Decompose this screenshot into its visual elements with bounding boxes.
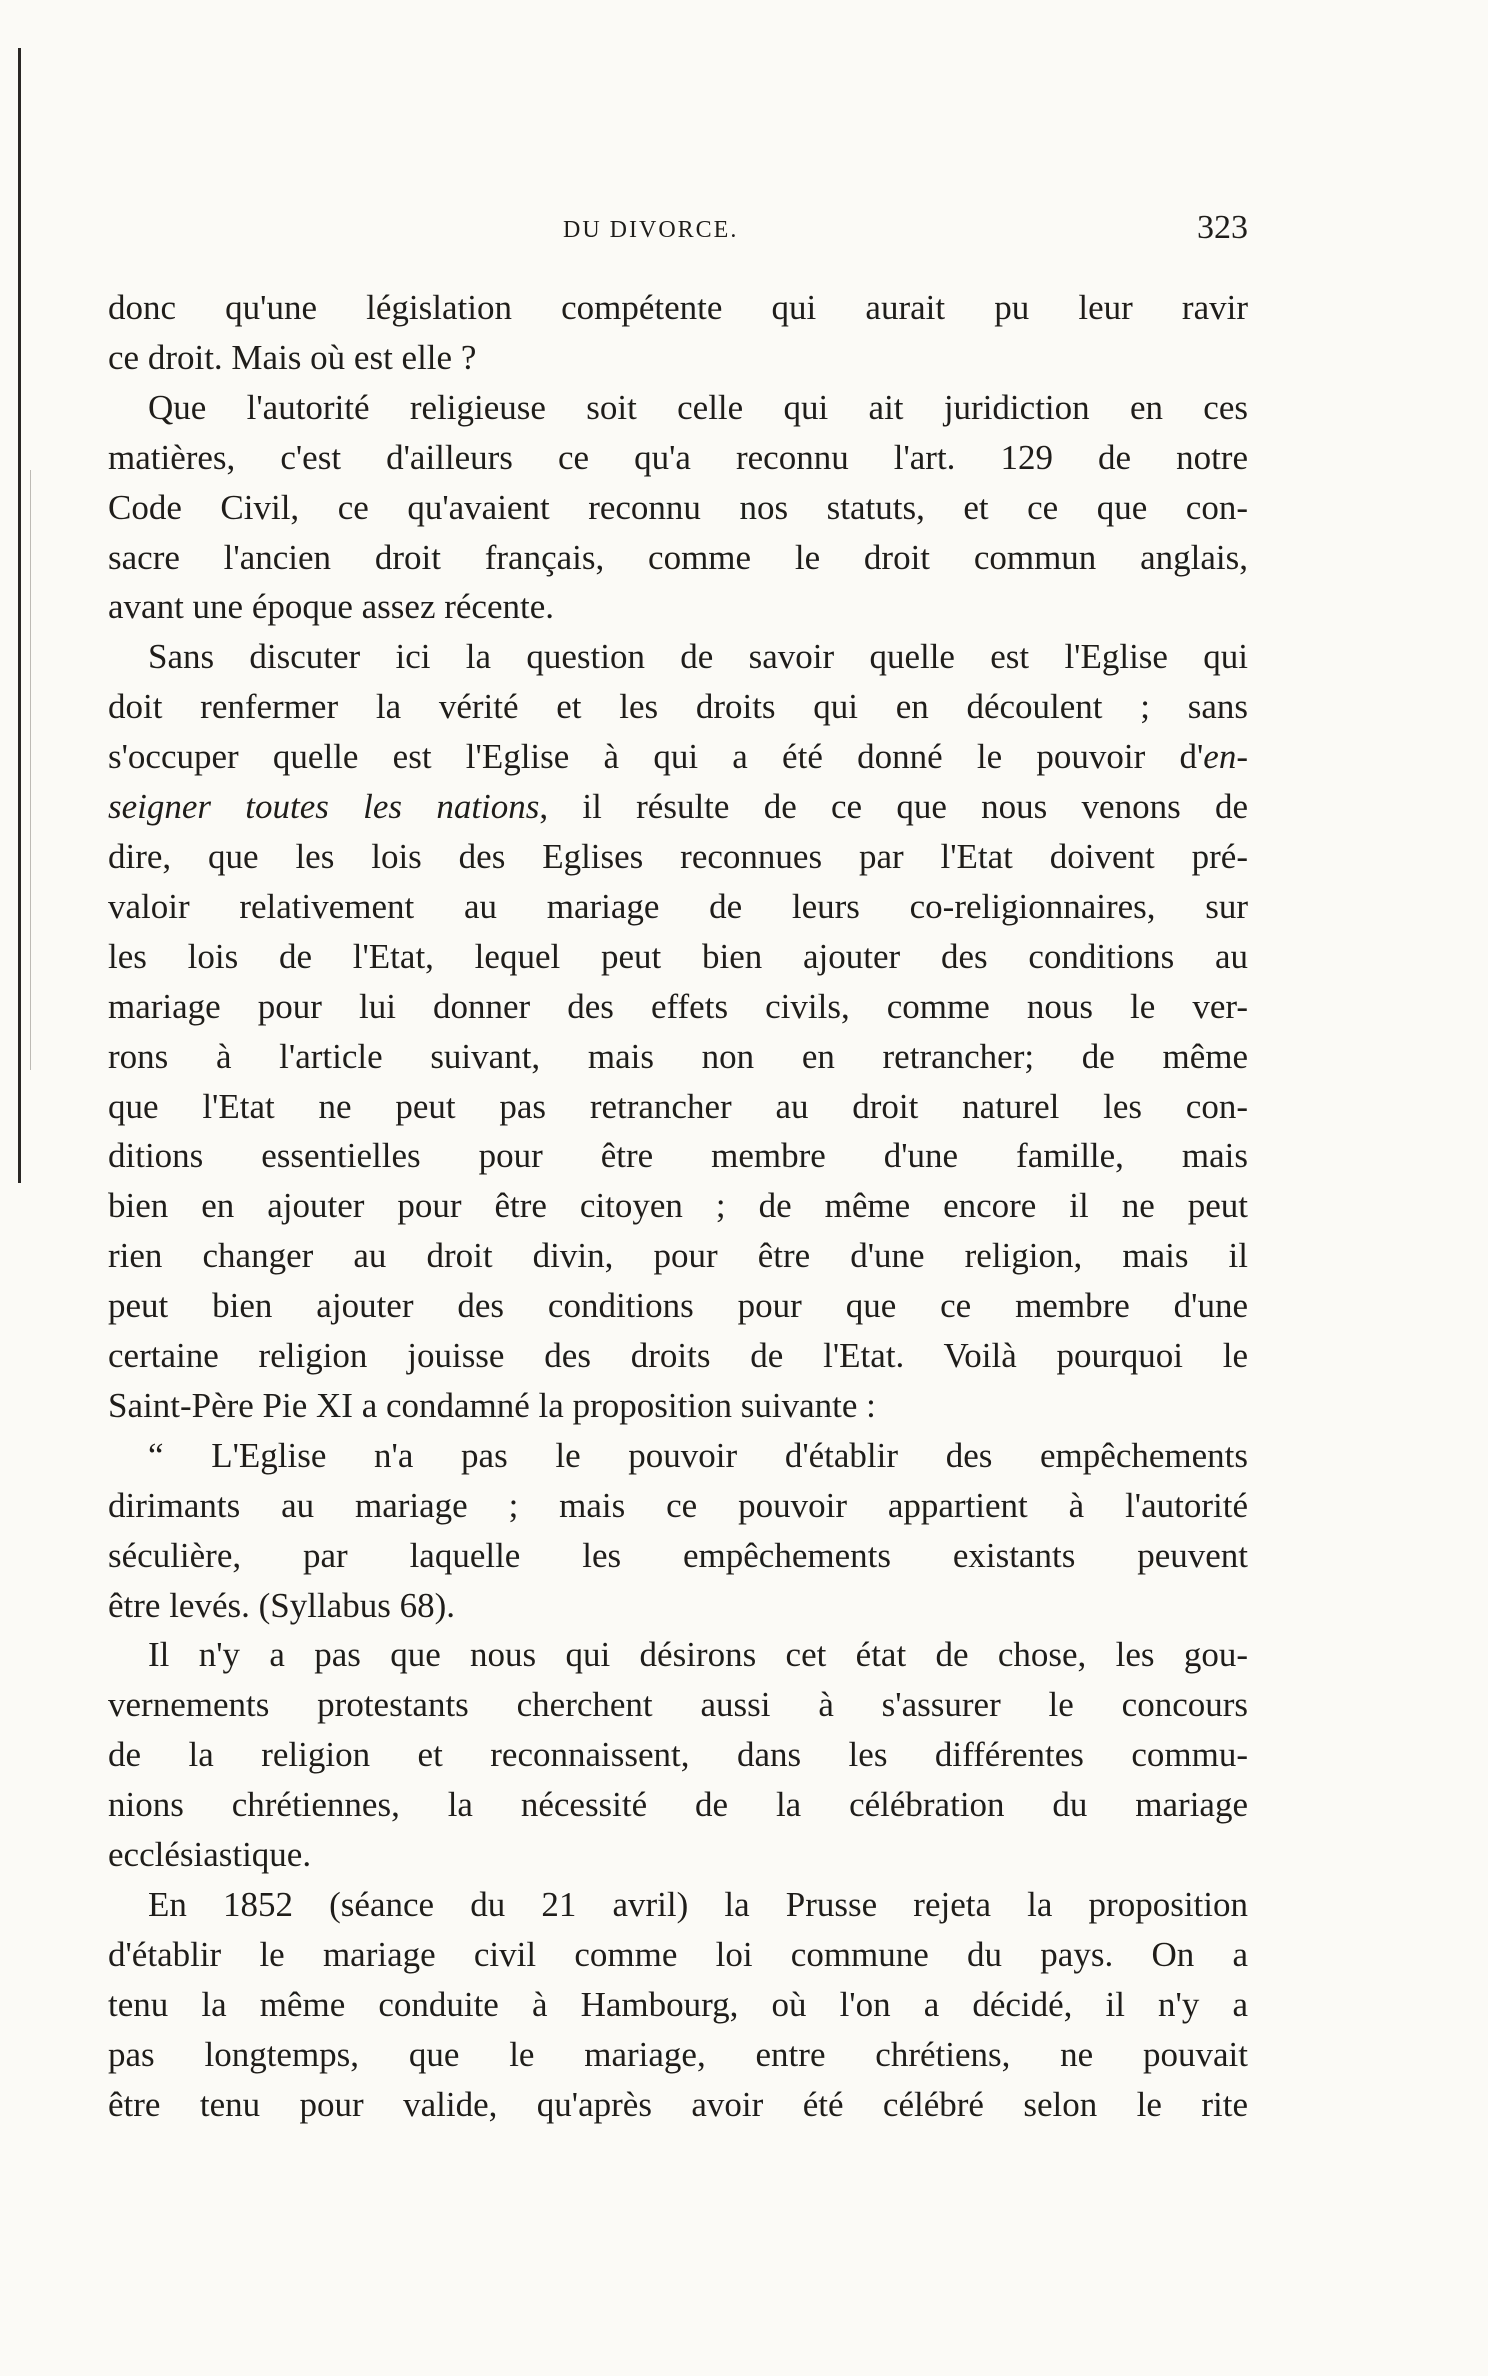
text-line: certaine religion jouisse des droits de l'Etat. Voilà pourquoi le (108, 1336, 1248, 1376)
text-line: que l'Etat ne peut pas retrancher au droit naturel les con- (108, 1086, 1248, 1126)
text-line: Saint-Père Pie XI a condamné la proposition suivante : (108, 1385, 876, 1425)
text-line: doit renfermer la vérité et les droits qui en découlent ; sans (108, 687, 1248, 727)
page-edge-shadow (30, 470, 31, 1070)
quote-line: être levés. (Syllabus 68). (108, 1585, 455, 1625)
text-line: ditions essentielles pour être membre d'une famille, mais (108, 1136, 1248, 1176)
text-line: tenu la même conduite à Hambourg, où l'on a décidé, il n'y a (108, 1984, 1248, 2024)
text-line: donc qu'une législation compétente qui aurait pu leur ravir (108, 288, 1248, 327)
body-text (108, 283, 1248, 2130)
text-segment: , il résulte de ce que nous venons de (539, 787, 1248, 827)
text-line: de la religion et reconnaissent, dans les différentes commu- (108, 1735, 1248, 1775)
text-line: rien changer au droit divin, pour être d'une religion, mais il (108, 1236, 1248, 1276)
text-line: nions chrétiennes, la nécessité de la célébration du mariage (108, 1785, 1248, 1825)
text-line: bien en ajouter pour être citoyen ; de même encore il ne peut (108, 1186, 1248, 1226)
page-number: 323 (1197, 209, 1248, 246)
italic-segment: seigner toutes les nations (108, 787, 540, 827)
text-line: Sans discuter ici la question de savoir quelle est l'Eglise qui (148, 637, 1248, 677)
text-line: les lois de l'Etat, lequel peut bien ajouter des conditions au (108, 936, 1248, 976)
text-line: matières, c'est d'ailleurs ce qu'a reconnu l'art. 129 de notre (108, 437, 1248, 477)
page-header (108, 205, 1248, 265)
italic-segment: en- (1203, 737, 1248, 777)
running-head: DU DIVORCE. (563, 217, 739, 243)
text-line: être tenu pour valide, qu'après avoir été célébré selon le rite (108, 2084, 1248, 2124)
text-line: dire, que les lois des Eglises reconnues par l'Etat doivent pré- (108, 836, 1248, 876)
text-line: valoir relativement au mariage de leurs co-religionnaires, sur (108, 886, 1248, 926)
text-line (108, 732, 1248, 782)
text-line: d'établir le mariage civil comme loi commune du pays. On a (108, 1934, 1248, 1974)
book-page (108, 205, 1248, 2130)
text-line: mariage pour lui donner des effets civils, comme nous le ver- (108, 986, 1248, 1026)
quote-line: dirimants au mariage ; mais ce pouvoir appartient à l'autorité (108, 1485, 1248, 1525)
text-line: vernements protestants cherchent aussi à s'assurer le concours (108, 1685, 1248, 1725)
text-line: rons à l'article suivant, mais non en retrancher; de même (108, 1036, 1248, 1076)
page-edge-rule (18, 48, 21, 1183)
text-line: peut bien ajouter des conditions pour que ce membre d'une (108, 1286, 1248, 1326)
text-line: En 1852 (séance du 21 avril) la Prusse rejeta la proposition (148, 1885, 1248, 1924)
text-line: Il n'y a pas que nous qui désirons cet état de chose, les gou- (148, 1635, 1248, 1675)
text-line: Code Civil, ce qu'avaient reconnu nos statuts, et ce que con- (108, 487, 1248, 527)
text-segment: s'occuper quelle est l'Eglise à qui a été donné le pouvoir d' (108, 737, 1204, 777)
quote-line: “ L'Eglise n'a pas le pouvoir d'établir des empêchements (148, 1435, 1248, 1475)
text-line (108, 782, 1248, 832)
text-line: pas longtemps, que le mariage, entre chrétiens, ne pouvait (108, 2034, 1248, 2074)
quote-line: séculière, par laquelle les empêchements existants peuvent (108, 1535, 1248, 1575)
text-line: ce droit. Mais où est elle ? (108, 337, 477, 377)
text-line: avant une époque assez récente. (108, 587, 555, 627)
text-line: sacre l'ancien droit français, comme le droit commun anglais, (108, 537, 1248, 577)
text-line: Que l'autorité religieuse soit celle qui ait juridiction en ces (148, 387, 1248, 427)
text-line: ecclésiastique. (108, 1835, 312, 1875)
